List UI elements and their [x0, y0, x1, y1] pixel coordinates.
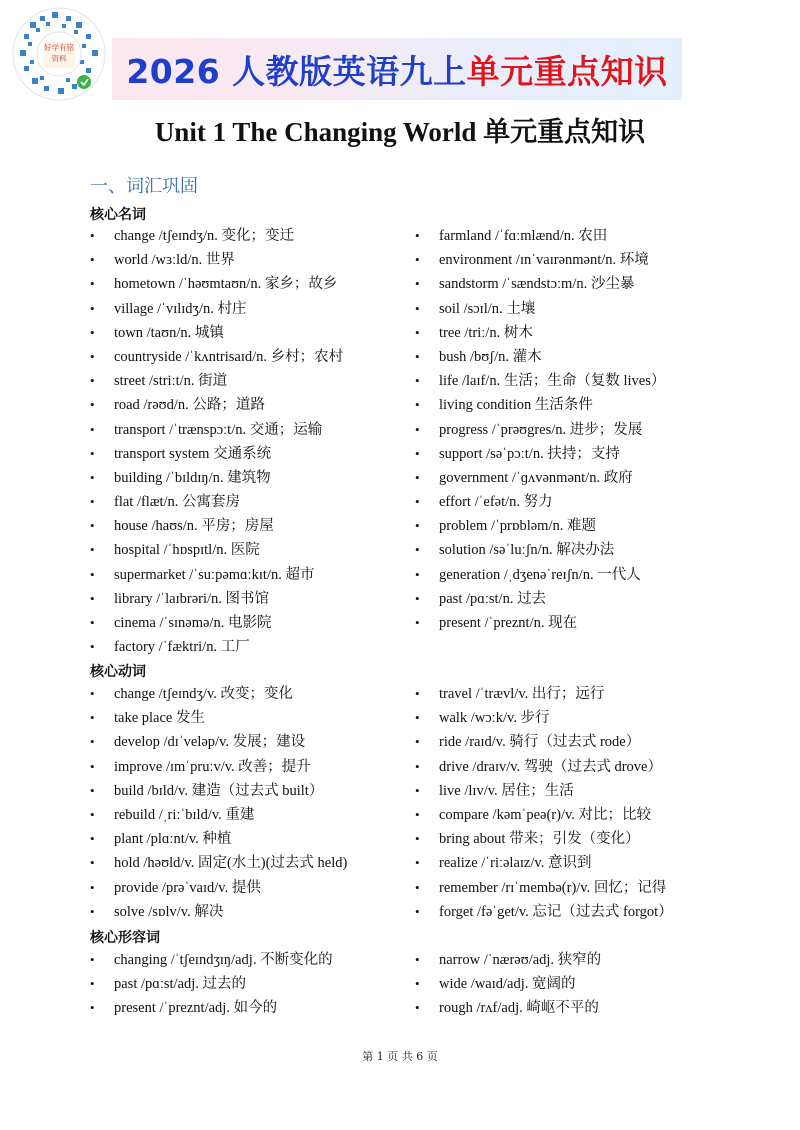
- list-item: • support /səˈpɔːt/n. 扶持；支持: [415, 442, 745, 466]
- list-item: • life /laɪf/n. 生活；生命（复数 lives）: [415, 369, 745, 393]
- nouns-left-list: [90, 224, 410, 659]
- list-item: • changing /ˈtʃeɪndʒɪŋ/adj. 不断变化的: [90, 948, 410, 972]
- list-item: • tree /triː/n. 树木: [415, 321, 745, 345]
- list-item: • hospital /ˈhɒspɪtl/n. 医院: [90, 538, 410, 562]
- list-item: • improve /ɪmˈpruːv/v. 改善；提升: [90, 755, 410, 779]
- list-item: • rebuild /ˌriːˈbɪld/v. 重建: [90, 803, 410, 827]
- list-item: • transport /ˈtrænspɔːt/n. 交通；运输: [90, 418, 410, 442]
- list-item: • plant /plɑːnt/v. 种植: [90, 827, 410, 851]
- list-item: • supermarket /ˈsuːpəmɑːkɪt/n. 超市: [90, 563, 410, 587]
- page-title: Unit 1 The Changing World 单元重点知识: [154, 117, 646, 147]
- list-item: • problem /ˈprɒbləm/n. 难题: [415, 514, 745, 538]
- section-title: 一、词汇巩固: [90, 176, 198, 197]
- banner-part-edition: 2026 人教版: [126, 51, 333, 91]
- page-number-footer: 第 1 页 共 6 页: [362, 1050, 438, 1063]
- qr-label-line1: 好学有铭: [44, 43, 74, 52]
- verbs-heading: 核心动词: [90, 664, 146, 680]
- list-item: • realize /ˈriːəlaɪz/v. 意识到: [415, 851, 745, 875]
- list-item: • world /wɜːld/n. 世界: [90, 248, 410, 272]
- list-item: • village /ˈvɪlɪdʒ/n. 村庄: [90, 297, 410, 321]
- list-item: • hold /həʊld/v. 固定(水土)(过去式 held): [90, 851, 410, 875]
- list-item: • walk /wɔːk/v. 步行: [415, 706, 745, 730]
- adjectives-left-list: [90, 948, 410, 1021]
- list-item: • bush /bʊʃ/n. 灌木: [415, 345, 745, 369]
- list-item: • bring about 带来；引发（变化）: [415, 827, 745, 851]
- list-item: • town /taʊn/n. 城镇: [90, 321, 410, 345]
- list-item: • progress /ˈprəʊgres/n. 进步；发展: [415, 418, 745, 442]
- list-item: • forget /fəˈget/v. 忘记（过去式 forgot）: [415, 900, 745, 924]
- adjectives-right-list: [415, 948, 745, 1021]
- nouns-right-list: [415, 224, 745, 635]
- list-item: • street /striːt/n. 街道: [90, 369, 410, 393]
- list-item: • solution /səˈluːʃn/n. 解决办法: [415, 538, 745, 562]
- banner-part-topic: 单元重点知识: [466, 51, 668, 91]
- list-item: • rough /rʌf/adj. 崎岖不平的: [415, 996, 745, 1020]
- verbs-left-list: [90, 682, 410, 924]
- list-item: • house /haʊs/n. 平房；房屋: [90, 514, 410, 538]
- list-item: • building /ˈbɪldɪŋ/n. 建筑物: [90, 466, 410, 490]
- list-item: • living condition 生活条件: [415, 393, 745, 417]
- qr-code: [10, 4, 108, 104]
- list-item: • library /ˈlaɪbrəri/n. 图书馆: [90, 587, 410, 611]
- list-item: • narrow /ˈnærəʊ/adj. 狭窄的: [415, 948, 745, 972]
- list-item: • compare /kəmˈpeə(r)/v. 对比；比较: [415, 803, 745, 827]
- list-item: • provide /prəˈvaɪd/v. 提供: [90, 876, 410, 900]
- list-item: • develop /dɪˈveləp/v. 发展；建设: [90, 730, 410, 754]
- banner-part-subject: 英语九上: [332, 51, 467, 91]
- list-item: • soil /sɔɪl/n. 土壤: [415, 297, 745, 321]
- list-item: • change /tʃeɪndʒ/v. 改变；变化: [90, 682, 410, 706]
- adjectives-heading: 核心形容词: [90, 930, 160, 946]
- list-item: • present /ˈpreznt/n. 现在: [415, 611, 745, 635]
- list-item: • past /pɑːst/n. 过去: [415, 587, 745, 611]
- list-item: • ride /raɪd/v. 骑行（过去式 rode）: [415, 730, 745, 754]
- list-item: • hometown /ˈhəʊmtaʊn/n. 家乡；故乡: [90, 272, 410, 296]
- list-item: • transport system 交通系统: [90, 442, 410, 466]
- verbs-right-list: [415, 682, 745, 924]
- list-item: • government /ˈɡʌvənmənt/n. 政府: [415, 466, 745, 490]
- list-item: • sandstorm /ˈsændstɔːm/n. 沙尘暴: [415, 272, 745, 296]
- list-item: • solve /sɒlv/v. 解决: [90, 900, 410, 924]
- list-item: • present /ˈpreznt/adj. 如今的: [90, 996, 410, 1020]
- list-item: • wide /waɪd/adj. 宽阔的: [415, 972, 745, 996]
- list-item: • environment /ɪnˈvaɪrənmənt/n. 环境: [415, 248, 745, 272]
- list-item: • travel /ˈtrævl/v. 出行；远行: [415, 682, 745, 706]
- list-item: • farmland /ˈfɑːmlænd/n. 农田: [415, 224, 745, 248]
- list-item: • cinema /ˈsɪnəmə/n. 电影院: [90, 611, 410, 635]
- list-item: • factory /ˈfæktri/n. 工厂: [90, 635, 410, 659]
- list-item: • generation /ˌdʒenəˈreɪʃn/n. 一代人: [415, 563, 745, 587]
- banner-heading: [126, 46, 667, 93]
- list-item: • drive /draɪv/v. 驾驶（过去式 drove）: [415, 755, 745, 779]
- list-item: • change /tʃeɪndʒ/n. 变化；变迁: [90, 224, 410, 248]
- qr-label-line2: 资料: [51, 54, 67, 63]
- list-item: • take place 发生: [90, 706, 410, 730]
- list-item: • remember /rɪˈmembə(r)/v. 回忆；记得: [415, 876, 745, 900]
- nouns-heading: 核心名词: [90, 207, 146, 223]
- list-item: • build /bɪld/v. 建造（过去式 built）: [90, 779, 410, 803]
- list-item: • live /lɪv/v. 居住；生活: [415, 779, 745, 803]
- list-item: • flat /flæt/n. 公寓套房: [90, 490, 410, 514]
- list-item: • effort /ˈefət/n. 努力: [415, 490, 745, 514]
- list-item: • countryside /ˈkʌntrisaɪd/n. 乡村；农村: [90, 345, 410, 369]
- list-item: • road /rəʊd/n. 公路；道路: [90, 393, 410, 417]
- title-banner: [112, 38, 682, 100]
- list-item: • past /pɑːst/adj. 过去的: [90, 972, 410, 996]
